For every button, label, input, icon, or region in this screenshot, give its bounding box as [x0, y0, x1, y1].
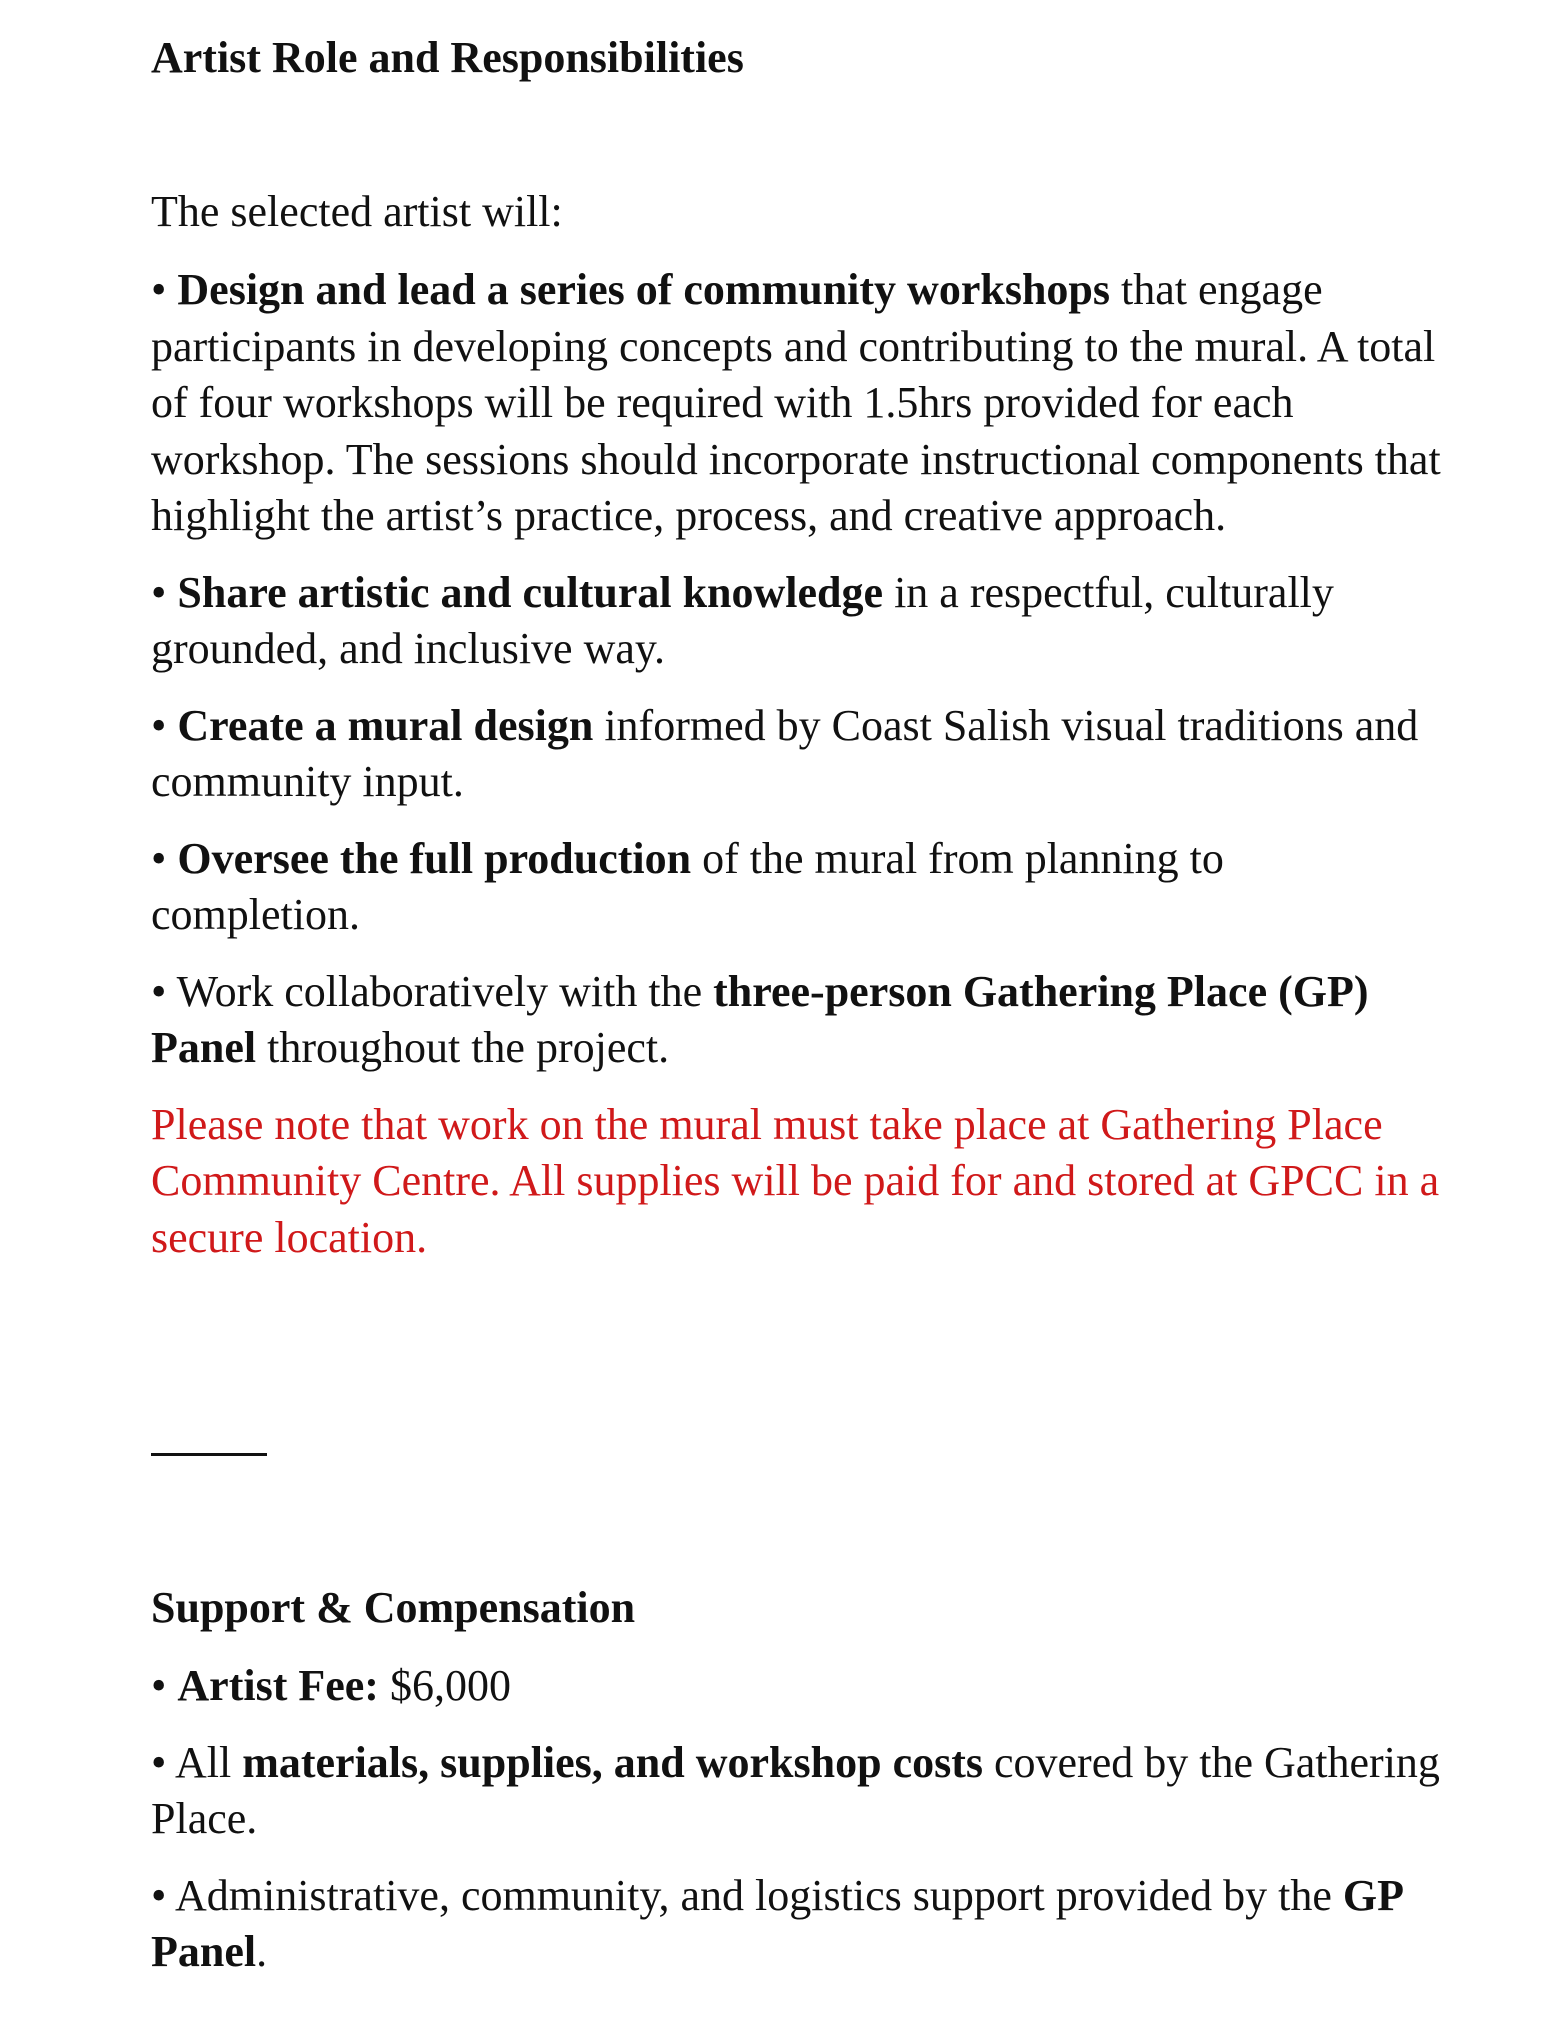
bullet-create-mural-design	[151, 698, 1441, 811]
bullet-text: informed by Coast Salish visual traditions and community input.	[151, 700, 1419, 806]
bullet-text: covered by the Gathering Place.	[151, 1737, 1440, 1843]
bullet-bold-text: Design and lead a series of community workshops	[177, 265, 1111, 314]
bullet-bold-text: Artist Fee:	[177, 1661, 379, 1710]
bullet-marker: •	[151, 1737, 175, 1787]
bullet-marker: •	[151, 1661, 178, 1710]
bullet-bold-text: Share artistic and cultural knowledge	[177, 567, 884, 617]
section-divider	[151, 1453, 267, 1456]
bullet-work-collaboratively	[151, 964, 1441, 1077]
bullet-marker: •	[151, 833, 178, 883]
bullet-text-pre: All	[174, 1737, 243, 1787]
bullet-design-workshops	[151, 262, 1441, 545]
bullet-text-pre: Administrative, community, and logistics support provided by the	[174, 1870, 1343, 1920]
bullet-text: .	[256, 1927, 268, 1976]
bullet-bold-text: materials, supplies, and workshop costs	[242, 1737, 983, 1787]
section-title-artist-role: Artist Role and Responsibilities	[151, 33, 744, 82]
bullet-text: in a respectful, culturally grounded, and inclusive way.	[151, 567, 1334, 673]
bullet-marker: •	[151, 567, 178, 617]
compensation-list	[151, 1658, 1441, 2001]
bullet-bold-text: three-person Gathering Place (GP) Panel	[151, 966, 1369, 1072]
responsibilities-list	[151, 262, 1441, 1266]
bullet-text: $6,000	[378, 1661, 511, 1710]
bullet-admin-support	[151, 1868, 1441, 1981]
intro-text: The selected artist will:	[151, 187, 563, 236]
section-title-support-compensation: Support & Compensation	[151, 1583, 636, 1632]
bullet-artist-fee	[151, 1658, 1441, 1715]
bullet-text-pre: Work collaboratively with the	[176, 966, 714, 1016]
bullet-share-knowledge	[151, 565, 1441, 678]
bullet-marker: •	[151, 1870, 175, 1920]
bullet-bold-text: Oversee the full production	[177, 833, 692, 883]
bullet-materials-costs	[151, 1735, 1441, 1848]
bullet-marker: •	[151, 700, 178, 750]
location-note: Please note that work on the mural must take place at Gathering Place Community Centre. All supplies will be paid for and stored at GPCC in a secure location.	[151, 1099, 1440, 1262]
bullet-text: throughout the project.	[256, 1023, 670, 1072]
bullet-text: of the mural from planning to completion.	[151, 833, 1224, 939]
bullet-bold-text: GP Panel	[151, 1870, 1402, 1976]
bullet-marker: •	[151, 265, 178, 314]
bullet-text: that engage participants in developing concepts and contributing to the mural. A total of four workshops will be required with 1.5hrs provided for each workshop. The sessions should incorporate instructional components that highlight the artist’s practice, process, and creative approach.	[151, 265, 1441, 540]
bullet-marker: •	[151, 966, 177, 1016]
bullet-oversee-production	[151, 831, 1441, 944]
bullet-bold-text: Create a mural design	[177, 700, 594, 750]
